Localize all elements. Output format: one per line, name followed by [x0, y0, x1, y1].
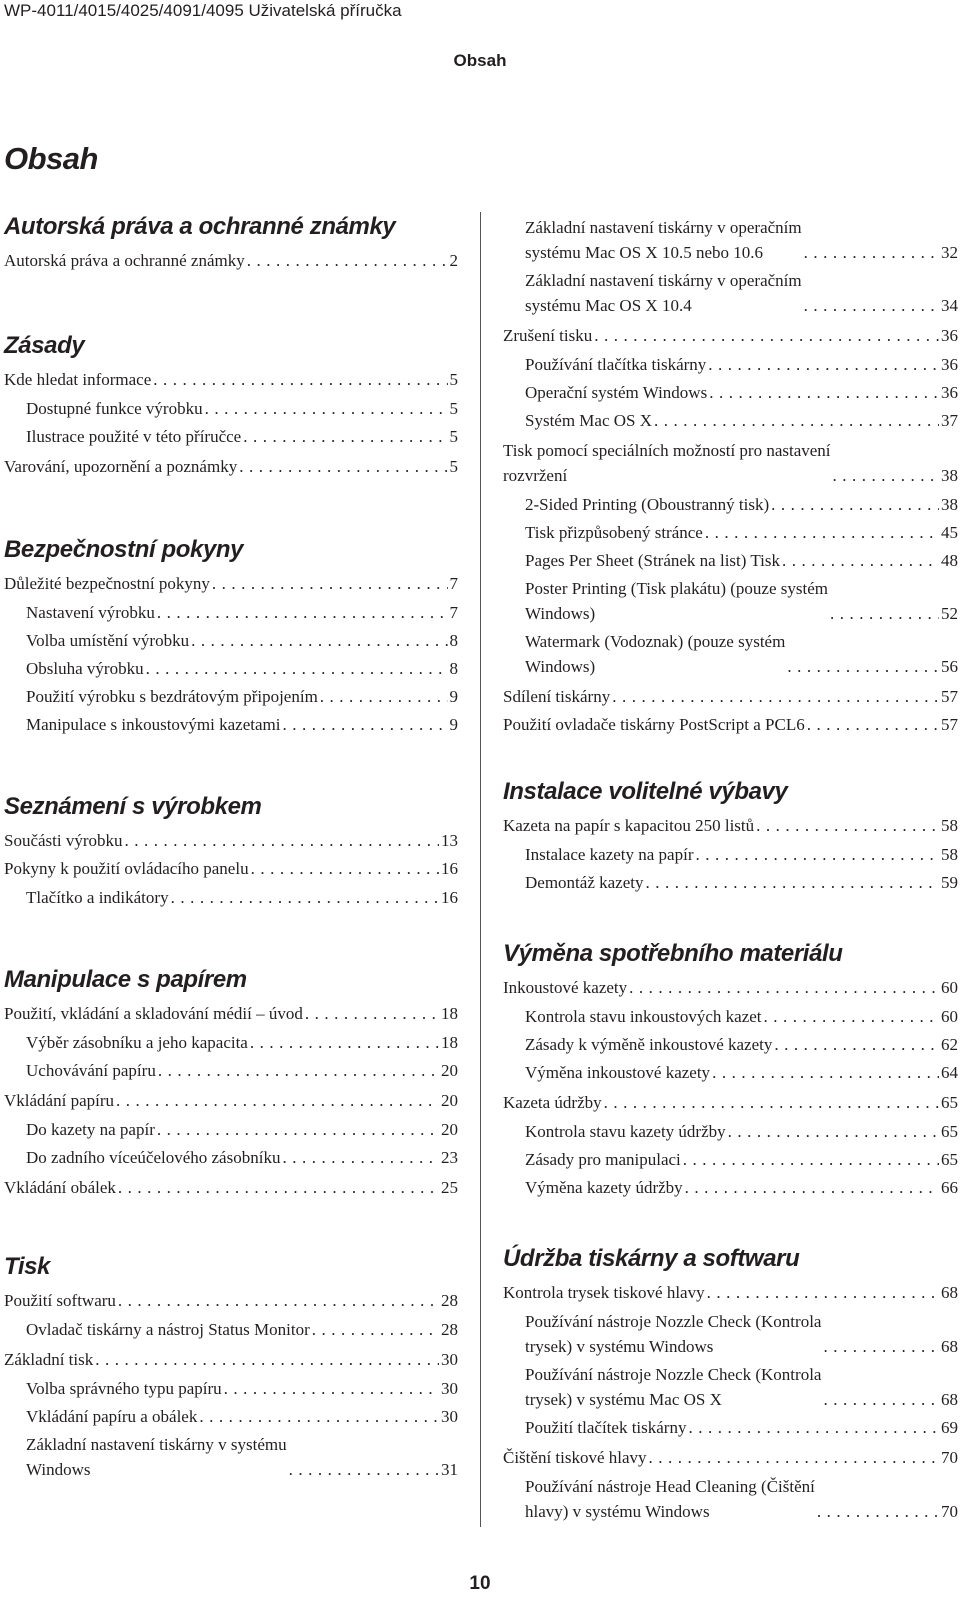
toc-page-number: 68 [941, 1283, 958, 1302]
toc-entry-title: Tlačítko a indikátory [26, 888, 169, 907]
toc-entry-title [525, 1362, 821, 1412]
dot-leader [125, 828, 439, 853]
toc-entry[interactable] [4, 1347, 458, 1372]
dot-leader [239, 454, 447, 479]
toc-page-number: 7 [449, 603, 458, 622]
toc-entry-title: Použití ovladače tiskárny PostScript a PCL6 [503, 715, 805, 734]
toc-page-number: 45 [941, 523, 958, 542]
toc-page-number: 66 [941, 1178, 958, 1197]
toc-entry-title-line1: Používání nástroje Head Cleaning (Čištění [525, 1477, 815, 1496]
toc-entry-title [525, 1474, 815, 1524]
toc-entry-title: Uchovávání papíru [26, 1061, 156, 1080]
dot-leader [251, 856, 439, 881]
toc-page-number: 38 [941, 495, 958, 514]
toc-entry[interactable] [503, 1445, 958, 1470]
toc-entry[interactable] [503, 813, 958, 838]
toc-entry-title [503, 438, 831, 488]
toc-entry-title: Systém Mac OS X [525, 411, 653, 430]
column-divider [480, 212, 481, 1527]
toc-entry-title: Manipulace s inkoustovými kazetami [26, 715, 281, 734]
dot-leader [171, 885, 439, 910]
toc-entry-title: Zásady k výměně inkoustové kazety [525, 1035, 773, 1054]
toc-entry-title: Výměna inkoustové kazety [525, 1063, 711, 1082]
toc-subentry[interactable] [4, 396, 458, 421]
toc-entry[interactable] [503, 712, 958, 737]
toc-subentry[interactable] [4, 684, 458, 709]
toc-page-number: 30 [441, 1350, 458, 1369]
dot-leader [199, 1404, 439, 1429]
dot-leader [157, 600, 448, 625]
dot-leader [629, 975, 939, 1000]
toc-column-left [4, 212, 458, 1482]
dot-leader [224, 1376, 439, 1401]
toc-subentry[interactable] [503, 1004, 958, 1029]
toc-section [4, 535, 458, 737]
toc-page-number: 25 [441, 1178, 458, 1197]
toc-subentry[interactable] [503, 870, 958, 895]
section-heading: Bezpečnostní pokyny [4, 536, 244, 563]
toc-entry-title: Výměna kazety údržby [525, 1178, 683, 1197]
toc-subentry[interactable] [503, 1147, 958, 1172]
section-heading: Zásady [4, 332, 85, 359]
toc-page-number: 5 [449, 427, 458, 446]
dot-leader [612, 684, 939, 709]
toc-entry-title-line1: Používání nástroje Nozzle Check (Kontrola [525, 1365, 822, 1384]
toc-entry-title: Vkládání papíru a obálek [26, 1407, 198, 1426]
toc-page-number: 28 [441, 1320, 458, 1339]
toc-page-number: 8 [449, 659, 458, 678]
toc-entry-title: Volba správného typu papíru [26, 1379, 222, 1398]
dot-leader [157, 1117, 439, 1142]
toc-page-number: 57 [941, 687, 958, 706]
toc-entry-title-line2: Windows [26, 1460, 91, 1479]
toc-page-number: 65 [941, 1150, 958, 1169]
dot-leader [774, 1032, 939, 1057]
toc-entry-title: Pages Per Sheet (Stránek na list) Tisk [525, 551, 780, 570]
dot-leader [830, 601, 939, 626]
dot-leader [804, 240, 939, 265]
toc-page-number: 69 [941, 1418, 958, 1437]
dot-leader [833, 463, 939, 488]
toc-subentry[interactable] [4, 885, 458, 910]
toc-section [4, 792, 458, 910]
toc-subentry[interactable] [4, 1432, 458, 1482]
toc-entry-title: Demontáž kazety [525, 873, 644, 892]
toc-entry-title-line2: systému Mac OS X 10.4 [525, 296, 692, 315]
toc-entry-title [525, 1309, 821, 1359]
toc-page-number: 28 [441, 1291, 458, 1310]
toc-page-number: 52 [941, 604, 958, 623]
toc-subentry[interactable] [503, 1032, 958, 1057]
toc-entry-title: Do kazety na papír [26, 1120, 155, 1139]
toc-section [4, 212, 458, 273]
toc-page-number: 5 [449, 399, 458, 418]
dot-leader [764, 1004, 939, 1029]
toc-entry-title [525, 215, 802, 265]
toc-page-number: 60 [941, 1007, 958, 1026]
toc-entry[interactable] [503, 1280, 958, 1305]
dot-leader [282, 1145, 439, 1170]
toc-subentry[interactable] [503, 629, 958, 679]
toc-page-number: 9 [449, 715, 458, 734]
toc-page-number: 65 [941, 1122, 958, 1141]
toc-section [4, 331, 458, 479]
toc-entry-title-line1: Základní nastavení tiskárny v operačním [525, 218, 802, 237]
dot-leader [823, 1387, 939, 1412]
toc-entry[interactable] [4, 828, 458, 853]
toc-section [503, 1244, 958, 1524]
dot-leader [282, 712, 447, 737]
dot-leader [804, 293, 939, 318]
toc-entry-title: Sdílení tiskárny [503, 687, 611, 706]
dot-leader [756, 813, 939, 838]
toc-page-number: 8 [449, 631, 458, 650]
toc-entry[interactable] [503, 975, 958, 1000]
toc-entry-title-line1: Základní nastavení tiskárny v operačním [525, 271, 802, 290]
dot-leader [305, 1001, 439, 1026]
toc-entry-title [26, 1432, 287, 1482]
toc-subentry[interactable] [503, 842, 958, 867]
toc-entry-title: Zásady pro manipulaci [525, 1150, 681, 1169]
dot-leader [158, 1058, 439, 1083]
toc-entry-title: 2-Sided Printing (Oboustranný tisk) [525, 495, 770, 514]
toc-subentry[interactable] [4, 1030, 458, 1055]
toc-subentry[interactable] [4, 656, 458, 681]
toc-subentry[interactable] [4, 628, 458, 653]
toc-entry-title: Použití výrobku s bezdrátovým připojením [26, 687, 318, 706]
dot-leader [116, 1088, 439, 1113]
toc-subentry[interactable] [503, 520, 958, 545]
dot-leader [782, 548, 939, 573]
dot-leader [705, 520, 939, 545]
dot-leader [191, 628, 447, 653]
toc-page-number: 30 [441, 1407, 458, 1426]
toc-page-number: 64 [941, 1063, 958, 1082]
dot-leader [118, 1175, 439, 1200]
toc-page-number: 9 [449, 687, 458, 706]
toc-subentry[interactable] [4, 1058, 458, 1083]
toc-page-number: 20 [441, 1120, 458, 1139]
toc-page-number: 18 [441, 1033, 458, 1052]
dot-leader [645, 870, 939, 895]
toc-page-number: 13 [441, 831, 458, 850]
toc-page-number: 56 [941, 657, 958, 676]
toc-entry-title: Pokyny k použití ovládacího panelu [4, 859, 249, 878]
toc-entry[interactable] [4, 1288, 458, 1313]
toc-entry-title: Kontrola stavu inkoustových kazet [525, 1007, 762, 1026]
section-heading: Tisk [4, 1253, 50, 1280]
toc-page-number: 62 [941, 1035, 958, 1054]
running-header-section: Obsah [453, 51, 507, 70]
section-heading: Seznámení s výrobkem [4, 793, 262, 820]
toc-entry-title: Zrušení tisku [503, 326, 593, 345]
section-heading: Údržba tiskárny a softwaru [503, 1245, 800, 1272]
toc-entry-title-line1: Tisk pomocí speciálních možností pro nastavení [503, 441, 831, 460]
toc-section [503, 939, 958, 1200]
dot-leader [771, 492, 939, 517]
toc-page-number: 2 [449, 251, 458, 270]
toc-entry[interactable] [4, 571, 458, 596]
toc-entry-title: Volba umístění výrobku [26, 631, 190, 650]
dot-leader [787, 654, 939, 679]
dot-leader [708, 352, 939, 377]
dot-leader [250, 1030, 439, 1055]
toc-subentry[interactable] [503, 215, 958, 265]
toc-page-number: 58 [941, 845, 958, 864]
dot-leader [712, 1060, 939, 1085]
toc-entry-title-line2: rozvržení [503, 466, 568, 485]
toc-page-number: 68 [941, 1337, 958, 1356]
toc-entry-title: Kazeta na papír s kapacitou 250 listů [503, 816, 755, 835]
dot-leader [212, 571, 448, 596]
toc-page-number: 36 [941, 326, 958, 345]
toc-entry-title: Použití tlačítek tiskárny [525, 1418, 687, 1437]
toc-entry[interactable] [4, 1088, 458, 1113]
toc-entry[interactable] [4, 1001, 458, 1026]
toc-entry-title: Výběr zásobníku a jeho kapacita [26, 1033, 248, 1052]
toc-column-right [503, 212, 958, 1524]
toc-entry-title [525, 268, 802, 318]
toc-page-number: 23 [441, 1148, 458, 1167]
toc-subentry[interactable] [503, 548, 958, 573]
toc-page-number: 31 [441, 1460, 458, 1479]
toc-entry-title: Kazeta údržby [503, 1093, 602, 1112]
toc-entry-title: Používání tlačítka tiskárny [525, 355, 707, 374]
toc-entry-title-line2: systému Mac OS X 10.5 nebo 10.6 [525, 243, 763, 262]
toc-page-number: 70 [941, 1502, 958, 1521]
toc-entry-title-line2: trysek) v systému Windows [525, 1337, 714, 1356]
toc-section [503, 777, 958, 895]
toc-entry-title-line2: hlavy) v systému Windows [525, 1502, 710, 1521]
toc-subentry[interactable] [4, 712, 458, 737]
section-heading: Manipulace s papírem [4, 966, 247, 993]
toc-page-number: 7 [449, 574, 458, 593]
toc-subentry[interactable] [4, 424, 458, 449]
toc-entry[interactable] [503, 1090, 958, 1115]
dot-leader [95, 1347, 439, 1372]
toc-subentry[interactable] [4, 600, 458, 625]
toc-subentry[interactable] [4, 1376, 458, 1401]
toc-page-number: 70 [941, 1448, 958, 1467]
toc-entry-title: Použití, vkládání a skladování médií – úvod [4, 1004, 303, 1023]
toc-entry-title: Čištění tiskové hlavy [503, 1448, 647, 1467]
toc-page-number: 48 [941, 551, 958, 570]
dot-leader [320, 684, 448, 709]
dot-leader [696, 842, 940, 867]
toc-entry-title: Autorská práva a ochranné známky [4, 251, 245, 270]
toc-page-number: 16 [441, 888, 458, 907]
toc-subentry[interactable] [503, 352, 958, 377]
toc-page-number: 18 [441, 1004, 458, 1023]
toc-page-number: 68 [941, 1390, 958, 1409]
toc-entry-title-line1: Používání nástroje Nozzle Check (Kontrola [525, 1312, 822, 1331]
toc-subentry[interactable] [503, 576, 958, 626]
toc-entry-title: Vkládání papíru [4, 1091, 114, 1110]
toc-entry-title-line1: Poster Printing (Tisk plakátu) (pouze systém [525, 579, 828, 598]
dot-leader [685, 1175, 939, 1200]
toc-entry[interactable] [4, 1175, 458, 1200]
toc-entry-title [525, 576, 828, 626]
toc-page-number: 37 [941, 411, 958, 430]
dot-leader [728, 1119, 939, 1144]
toc-page-number: 60 [941, 978, 958, 997]
toc-subentry[interactable] [503, 492, 958, 517]
toc-entry[interactable] [4, 367, 458, 392]
toc-subentry[interactable] [503, 1474, 958, 1524]
toc-entry-title-line2: Windows) [525, 604, 596, 623]
dot-leader [654, 408, 939, 433]
toc-subentry[interactable] [503, 1309, 958, 1359]
toc-entry-title [525, 629, 785, 679]
toc-entry-title: Kde hledat informace [4, 370, 152, 389]
dot-leader [153, 367, 447, 392]
toc-entry-title: Kontrola stavu kazety údržby [525, 1122, 726, 1141]
toc-entry-title: Instalace kazety na papír [525, 845, 694, 864]
toc-subentry[interactable] [503, 1060, 958, 1085]
toc-entry-title: Varování, upozornění a poznámky [4, 457, 238, 476]
toc-entry-title-line2: Windows) [525, 657, 596, 676]
toc-entry[interactable] [4, 454, 458, 479]
toc-page-number: 65 [941, 1093, 958, 1112]
toc-subentry[interactable] [503, 1415, 958, 1440]
toc-page-number: 36 [941, 355, 958, 374]
dot-leader [604, 1090, 939, 1115]
dot-leader [683, 1147, 939, 1172]
toc-entry-title: Inkoustové kazety [503, 978, 628, 997]
toc-subentry[interactable] [4, 1404, 458, 1429]
dot-leader [243, 424, 447, 449]
toc-entry-title: Nastavení výrobku [26, 603, 155, 622]
dot-leader [707, 1280, 939, 1305]
toc-page-number: 32 [941, 243, 958, 262]
toc-entry-title-line2: trysek) v systému Mac OS X [525, 1390, 722, 1409]
dot-leader [807, 712, 939, 737]
toc-entry-title: Tisk přizpůsobený stránce [525, 523, 703, 542]
toc-entry-title: Vkládání obálek [4, 1178, 116, 1197]
page-number: 10 [469, 1573, 491, 1594]
toc-entry-title: Dostupné funkce výrobku [26, 399, 203, 418]
toc-page-number: 16 [441, 859, 458, 878]
toc-section [4, 965, 458, 1200]
dot-leader [247, 248, 448, 273]
dot-leader [709, 380, 939, 405]
toc-entry-title: Základní tisk [4, 1350, 94, 1369]
toc-entry-title: Obsluha výrobku [26, 659, 144, 678]
toc-subentry[interactable] [503, 380, 958, 405]
toc-entry[interactable] [4, 248, 458, 273]
toc-page-number: 34 [941, 296, 958, 315]
toc-subentry[interactable] [503, 1362, 958, 1412]
toc-section [4, 1252, 458, 1482]
dot-leader [289, 1457, 439, 1482]
toc-page-number: 5 [449, 457, 458, 476]
section-heading: Autorská práva a ochranné známky [4, 213, 396, 240]
toc-section [503, 215, 958, 737]
dot-leader [688, 1415, 939, 1440]
toc-page-number: 57 [941, 715, 958, 734]
dot-leader [823, 1334, 939, 1359]
dot-leader [146, 656, 448, 681]
toc-entry[interactable] [503, 684, 958, 709]
toc-subentry[interactable] [4, 1117, 458, 1142]
dot-leader [205, 396, 448, 421]
toc-entry-title-line1: Watermark (Vodoznak) (pouze systém [525, 632, 786, 651]
toc-page-number: 38 [941, 466, 958, 485]
toc-entry-title: Do zadního víceúčelového zásobníku [26, 1148, 281, 1167]
dot-leader [118, 1288, 439, 1313]
toc-entry-title: Součásti výrobku [4, 831, 123, 850]
toc-entry[interactable] [4, 856, 458, 881]
toc-entry-title: Operační systém Windows [525, 383, 708, 402]
toc-subentry[interactable] [503, 1175, 958, 1200]
toc-page-number: 36 [941, 383, 958, 402]
running-header-document: WP-4011/4015/4025/4091/4095 Uživatelská příručka [4, 1, 402, 20]
section-heading: Instalace volitelné výbavy [503, 778, 788, 805]
section-heading: Výměna spotřebního materiálu [503, 940, 843, 967]
dot-leader [649, 1445, 939, 1470]
toc-subentry[interactable] [503, 268, 958, 318]
page-title: Obsah [4, 141, 98, 176]
toc-subentry[interactable] [503, 408, 958, 433]
toc-page-number: 20 [441, 1091, 458, 1110]
toc-page-number: 20 [441, 1061, 458, 1080]
dot-leader [594, 323, 939, 348]
toc-page-number: 59 [941, 873, 958, 892]
toc-entry-title: Ilustrace použité v této příručce [26, 427, 242, 446]
toc-entry[interactable] [503, 438, 958, 488]
toc-entry-title: Kontrola trysek tiskové hlavy [503, 1283, 705, 1302]
toc-page-number: 30 [441, 1379, 458, 1398]
toc-entry[interactable] [503, 323, 958, 348]
toc-subentry[interactable] [4, 1317, 458, 1342]
toc-page-number: 58 [941, 816, 958, 835]
dot-leader [817, 1499, 939, 1524]
toc-entry-title-line1: Základní nastavení tiskárny v systému [26, 1435, 287, 1454]
toc-subentry[interactable] [4, 1145, 458, 1170]
dot-leader [312, 1317, 439, 1342]
toc-entry-title: Důležité bezpečnostní pokyny [4, 574, 210, 593]
toc-entry-title: Ovladač tiskárny a nástroj Status Monitor [26, 1320, 310, 1339]
toc-subentry[interactable] [503, 1119, 958, 1144]
toc-page-number: 5 [449, 370, 458, 389]
toc-entry-title: Použití softwaru [4, 1291, 116, 1310]
